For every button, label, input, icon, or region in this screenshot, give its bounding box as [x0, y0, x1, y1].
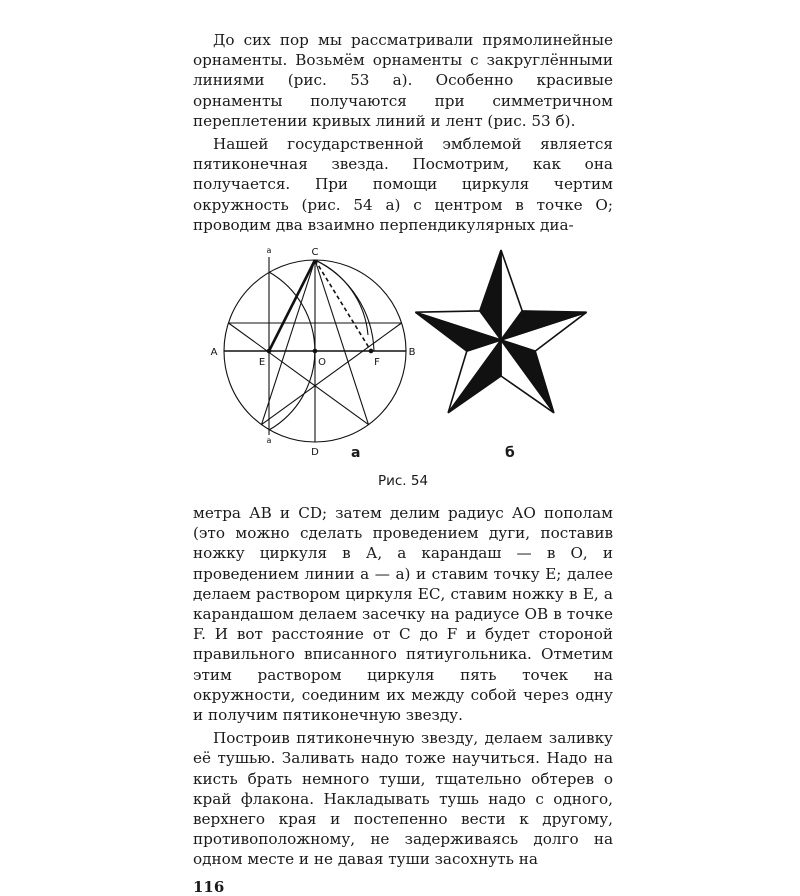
label-d: D: [311, 447, 319, 459]
subfigure-label-a: а: [351, 445, 361, 462]
paragraph-emblem: Нашей государственной эмблемой является пятиконечная звезда. Посмотрим, как она получается. При помощи циркуля чертим окружность (рис. 54 а) с центром в точке О; проводим два взаимно перпендикулярных диа-: [193, 135, 613, 234]
point-o-marker: [313, 349, 317, 353]
label-a-top: а: [266, 246, 272, 256]
arc-secondary: [315, 260, 368, 335]
paragraph-filling: Построив пятиконечную звезду, делаем заливку её тушью. Заливать надо тоже научиться. Надо на кисть брать немного туши, тщательно обтерев о край флакона. Накладывать тушь надо с одного, верхнего края и постепенно вести к другому, противоположному, не задерживаясь долго на одном месте и не давая туши засохнуть на: [193, 729, 613, 869]
label-a: A: [210, 347, 218, 359]
point-e-marker: [267, 349, 271, 353]
star-line-4: [262, 323, 402, 425]
label-a-bottom: а: [266, 436, 272, 446]
subfigure-label-b: б: [505, 445, 515, 462]
book-page: [193, 30, 613, 896]
label-o: O: [318, 357, 326, 369]
label-c: C: [311, 247, 319, 259]
figure-caption: Рис. 54: [377, 473, 429, 490]
construction-drawing: [224, 257, 406, 442]
label-b: B: [408, 347, 416, 359]
label-e: E: [258, 357, 266, 369]
line-ec: [269, 260, 315, 351]
paragraph-ornaments: До сих пор мы рассматривали прямолинейные орнаменты. Возьмём орнаменты с закруглёнными линиями (рис. 53 а). Особенно красивые орнаменты получаются при симметричном переплетении кривых линий и лент (рис. 53 б).: [193, 31, 613, 130]
figure-54: [193, 235, 613, 503]
star-line-2: [229, 323, 369, 425]
filled-star: [415, 250, 586, 413]
paragraph-construction: метра АВ и CD; затем делим радиус АО пополам (это можно сделать проведением дуги, поставив ножку циркуля в А, а карандаш — в О, и проведением линии а — а) и ставим точку Е; далее делаем раствором циркуля ЕС, ставим ножку в Е, а карандашом делаем засечку на радиусе ОВ в точке F. И вот расстояние от С до F и будет стороной правильного вписанного пятиугольника. Отметим этим раствором циркуля пять точек на окружности, соединим их между собой через одну и получим пятиконечную звезду.: [193, 504, 613, 725]
label-f: F: [374, 357, 380, 369]
figure-drawing: [193, 235, 613, 503]
point-f-marker: [369, 349, 373, 353]
star-line-1: [315, 260, 369, 425]
page-number: 116: [193, 877, 225, 896]
